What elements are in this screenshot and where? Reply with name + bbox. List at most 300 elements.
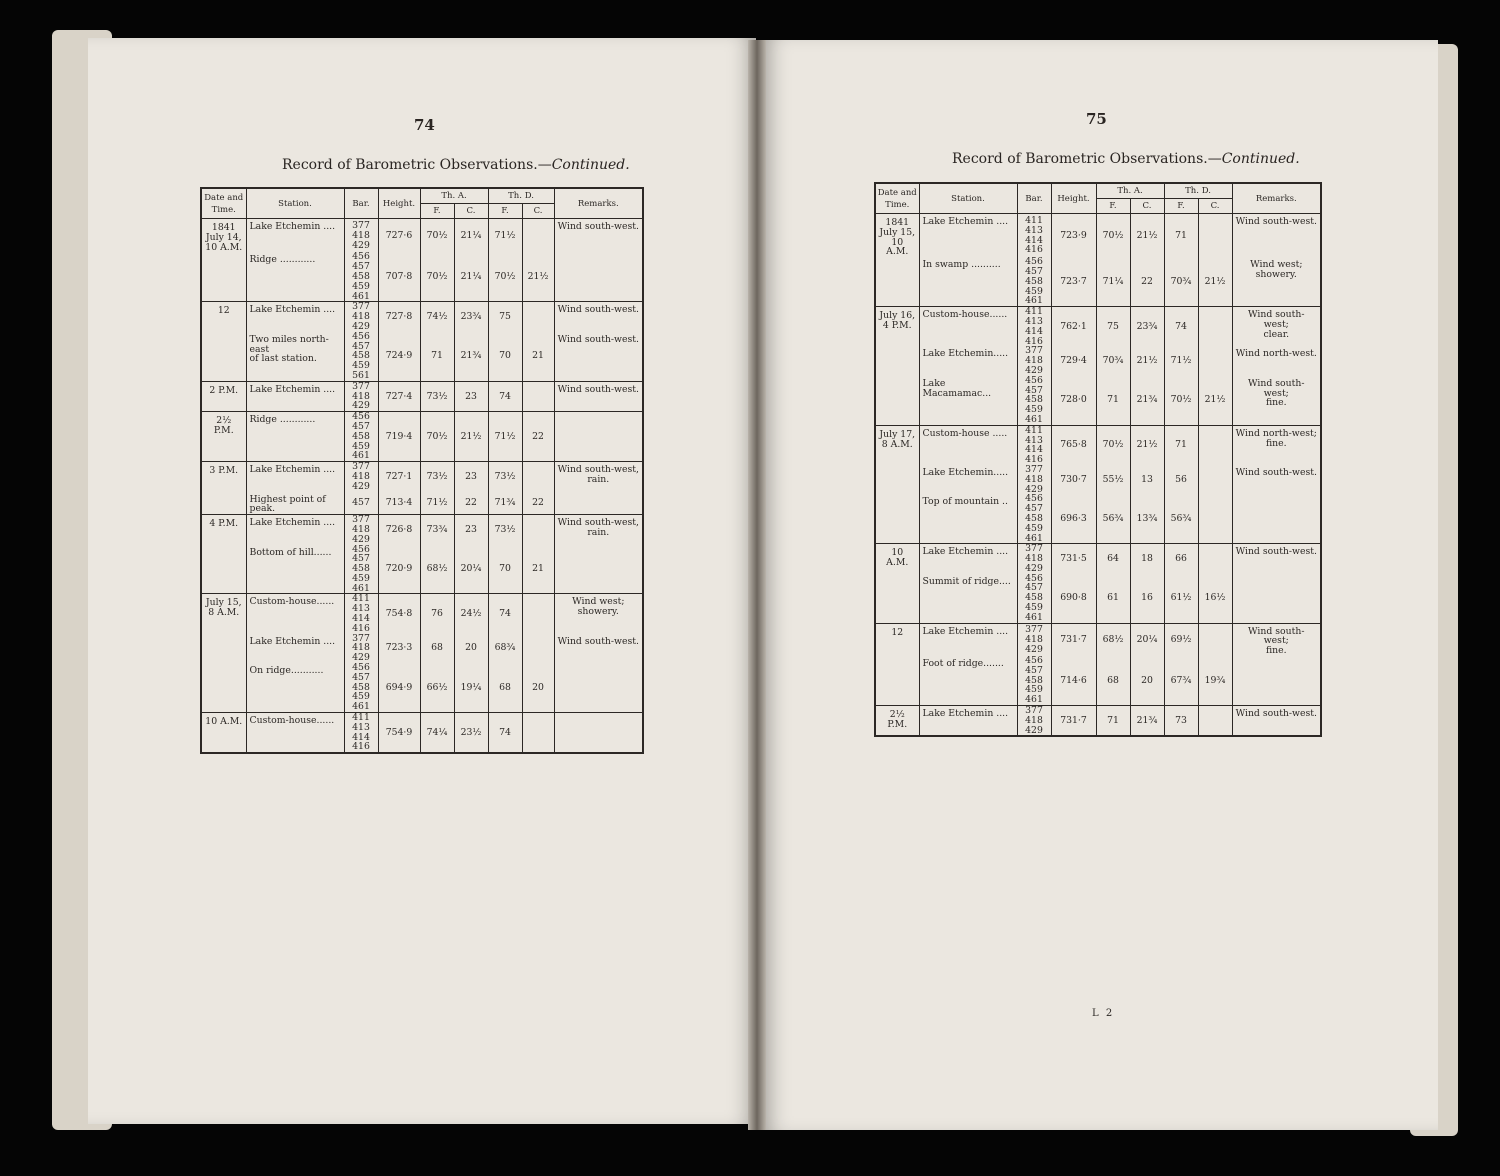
th-a-c-cell: 21½ — [1130, 346, 1164, 375]
th-a-c-cell: 23¾ — [454, 302, 488, 332]
station-cell: Highest point of peak. — [246, 492, 344, 515]
bar-cell: 377 418 429 — [1017, 465, 1051, 494]
right-page-signature: L 2 — [1092, 1008, 1115, 1019]
station-cell: Lake Etchemin .... — [246, 302, 344, 332]
table-row — [875, 465, 1321, 494]
station-cell: Lake Etchemin .... — [246, 219, 344, 253]
height-cell: 728·0 — [1051, 376, 1096, 425]
th-a-f-cell: 76 — [420, 594, 454, 634]
bar-cell: 456 457 458 459 561 — [344, 332, 378, 381]
left-observation-table — [200, 187, 644, 754]
th-d-c-cell — [522, 462, 554, 492]
bar-cell: 411 413 414 416 — [1017, 214, 1051, 258]
table-row — [875, 257, 1321, 306]
height-cell: 713·4 — [378, 492, 420, 515]
date-cell — [201, 252, 246, 301]
remarks-cell — [1232, 494, 1321, 543]
station-cell: Ridge ............ — [246, 412, 344, 462]
th-d-f-cell: 56 — [1164, 465, 1198, 494]
th-d-f-cell: 68¾ — [488, 634, 522, 663]
th-a-c-cell: 21½ — [1130, 214, 1164, 258]
header-thd-f: F. — [1164, 199, 1198, 214]
date-cell: 4 P.M. — [201, 515, 246, 545]
th-a-c-cell: 21¾ — [1130, 376, 1164, 425]
header-bar: Bar. — [1017, 183, 1051, 214]
header-station: Station. — [246, 188, 344, 219]
th-d-f-cell: 71½ — [488, 412, 522, 462]
th-d-f-cell: 73½ — [488, 462, 522, 492]
header-date: Date and Time. — [875, 183, 919, 214]
th-a-f-cell: 70½ — [420, 252, 454, 301]
date-cell — [875, 346, 919, 375]
th-d-c-cell: 21½ — [1198, 257, 1232, 306]
th-d-f-cell: 68 — [488, 663, 522, 712]
th-d-c-cell — [522, 381, 554, 411]
date-cell — [875, 257, 919, 306]
station-cell: Summit of ridge.... — [919, 574, 1017, 623]
height-cell: 723·9 — [1051, 214, 1096, 258]
th-d-c-cell — [1198, 544, 1232, 574]
header-remarks: Remarks. — [1232, 183, 1321, 214]
station-cell: Top of mountain .. — [919, 494, 1017, 543]
remarks-cell — [554, 713, 643, 754]
date-cell: 1841 July 15, 10 A.M. — [875, 214, 919, 258]
remarks-cell: Wind south-west. — [1232, 214, 1321, 258]
th-a-f-cell: 71¼ — [1096, 257, 1130, 306]
bar-cell: 456 457 458 459 461 — [344, 663, 378, 712]
th-d-c-cell: 16½ — [1198, 574, 1232, 623]
remarks-cell: Wind north-west; fine. — [1232, 425, 1321, 465]
date-cell: 3 P.M. — [201, 462, 246, 492]
station-cell: Lake Etchemin .... — [246, 515, 344, 545]
date-cell: 12 — [875, 623, 919, 656]
bar-cell: 411 413 414 416 — [344, 713, 378, 754]
table-row — [875, 656, 1321, 705]
book-gutter — [748, 40, 766, 1130]
th-a-f-cell: 68 — [1096, 656, 1130, 705]
th-a-c-cell: 20¼ — [1130, 623, 1164, 656]
date-cell — [201, 663, 246, 712]
station-cell: Lake Etchemin..... — [919, 346, 1017, 375]
height-cell: 729·4 — [1051, 346, 1096, 375]
remarks-cell: Wind south-west. — [1232, 544, 1321, 574]
th-d-c-cell: 19¾ — [1198, 656, 1232, 705]
height-cell: 723·7 — [1051, 257, 1096, 306]
th-d-c-cell — [522, 634, 554, 663]
right-page-number: 75 — [1086, 110, 1107, 128]
bar-cell: 377 418 429 — [1017, 623, 1051, 656]
th-d-f-cell: 74 — [1164, 307, 1198, 347]
height-cell: 765·8 — [1051, 425, 1096, 465]
right-heading-text: Record of Barometric Observations.— — [952, 151, 1222, 167]
th-a-c-cell: 19¼ — [454, 663, 488, 712]
date-cell: 2½ P.M. — [201, 412, 246, 462]
height-cell: 719·4 — [378, 412, 420, 462]
height-cell: 731·7 — [1051, 623, 1096, 656]
height-cell: 714·6 — [1051, 656, 1096, 705]
th-a-f-cell: 73¾ — [420, 515, 454, 545]
bar-cell: 456 457 458 459 461 — [1017, 494, 1051, 543]
th-d-c-cell — [1198, 346, 1232, 375]
height-cell: 696·3 — [1051, 494, 1096, 543]
th-d-f-cell: 71½ — [1164, 346, 1198, 375]
th-a-c-cell: 20 — [454, 634, 488, 663]
remarks-cell: Wind north-west. — [1232, 346, 1321, 375]
height-cell: 762·1 — [1051, 307, 1096, 347]
height-cell: 731·5 — [1051, 544, 1096, 574]
height-cell: 720·9 — [378, 545, 420, 594]
bar-cell: 377 418 429 — [1017, 346, 1051, 375]
remarks-cell: Wind south-west, rain. — [554, 515, 643, 545]
header-thd-c: C. — [522, 204, 554, 219]
bar-cell: 456 457 458 459 461 — [344, 545, 378, 594]
th-d-c-cell: 21½ — [1198, 376, 1232, 425]
station-cell: Lake Etchemin .... — [246, 381, 344, 411]
th-a-f-cell: 71 — [1096, 376, 1130, 425]
th-d-f-cell: 73½ — [488, 515, 522, 545]
table-row — [875, 494, 1321, 543]
bar-cell: 456 457 458 459 461 — [344, 252, 378, 301]
bar-cell: 456 457 458 459 461 — [1017, 257, 1051, 306]
date-cell: 2½ P.M. — [875, 706, 919, 737]
table-row — [201, 302, 643, 332]
th-a-c-cell: 21¾ — [454, 332, 488, 381]
remarks-cell — [554, 545, 643, 594]
height-cell: 754·8 — [378, 594, 420, 634]
th-d-f-cell: 67¾ — [1164, 656, 1198, 705]
th-d-f-cell: 75 — [488, 302, 522, 332]
station-cell: Lake Etchemin .... — [246, 462, 344, 492]
table-row — [201, 545, 643, 594]
th-a-c-cell: 13 — [1130, 465, 1164, 494]
header-tha-c: C. — [1130, 199, 1164, 214]
th-a-c-cell: 22 — [454, 492, 488, 515]
remarks-cell: Wind south-west. — [554, 634, 643, 663]
bar-cell: 457 — [344, 492, 378, 515]
height-cell: 731·7 — [1051, 706, 1096, 737]
th-d-c-cell — [522, 302, 554, 332]
th-d-f-cell: 71 — [1164, 425, 1198, 465]
th-d-f-cell: 71¾ — [488, 492, 522, 515]
station-cell: Custom-house...... — [919, 307, 1017, 347]
th-a-f-cell: 71 — [420, 332, 454, 381]
remarks-cell — [554, 252, 643, 301]
header-remarks: Remarks. — [554, 188, 643, 219]
th-d-f-cell: 71½ — [488, 219, 522, 253]
th-a-f-cell: 61 — [1096, 574, 1130, 623]
header-th-d: Th. D. — [488, 188, 554, 204]
station-cell: Bottom of hill...... — [246, 545, 344, 594]
date-cell: 2 P.M. — [201, 381, 246, 411]
th-a-c-cell: 21½ — [1130, 425, 1164, 465]
date-cell: July 16, 4 P.M. — [875, 307, 919, 347]
remarks-cell — [554, 412, 643, 462]
remarks-cell: Wind south-west. — [554, 332, 643, 381]
th-a-c-cell: 24½ — [454, 594, 488, 634]
station-cell: Lake Etchemin .... — [919, 214, 1017, 258]
bar-cell: 411 413 414 416 — [344, 594, 378, 634]
table-row — [201, 332, 643, 381]
bar-cell: 456 457 458 459 461 — [344, 412, 378, 462]
bar-cell: 411 413 414 416 — [1017, 307, 1051, 347]
th-d-c-cell — [1198, 465, 1232, 494]
th-d-f-cell: 70 — [488, 545, 522, 594]
table-row — [875, 214, 1321, 258]
th-d-f-cell: 70¾ — [1164, 257, 1198, 306]
header-th-a: Th. A. — [420, 188, 488, 204]
th-d-f-cell: 66 — [1164, 544, 1198, 574]
table-row — [875, 346, 1321, 375]
date-cell: 1841 July 14, 10 A.M. — [201, 219, 246, 253]
remarks-cell — [554, 492, 643, 515]
date-cell — [201, 634, 246, 663]
header-tha-f: F. — [1096, 199, 1130, 214]
height-cell: 690·8 — [1051, 574, 1096, 623]
th-d-c-cell — [1198, 494, 1232, 543]
remarks-cell — [1232, 574, 1321, 623]
right-heading-italic: Continued. — [1221, 151, 1300, 167]
remarks-cell: Wind south-west; fine. — [1232, 376, 1321, 425]
th-d-c-cell — [522, 219, 554, 253]
station-cell: In swamp .......... — [919, 257, 1017, 306]
table-row — [875, 574, 1321, 623]
remarks-cell: Wind south-west. — [554, 219, 643, 253]
table-row — [875, 706, 1321, 737]
date-cell — [201, 545, 246, 594]
right-observation-table — [874, 182, 1322, 737]
station-cell: Lake Etchemin .... — [919, 544, 1017, 574]
th-d-f-cell: 74 — [488, 381, 522, 411]
station-cell: On ridge........... — [246, 663, 344, 712]
table-row — [875, 376, 1321, 425]
remarks-cell: Wind south-west; fine. — [1232, 623, 1321, 656]
date-cell — [201, 332, 246, 381]
date-cell: 10 A.M. — [875, 544, 919, 574]
bar-cell: 377 418 429 — [1017, 706, 1051, 737]
date-cell — [875, 376, 919, 425]
table-row — [201, 515, 643, 545]
th-a-f-cell: 68 — [420, 634, 454, 663]
th-d-c-cell: 22 — [522, 412, 554, 462]
th-a-f-cell: 66½ — [420, 663, 454, 712]
station-cell: Custom-house...... — [246, 594, 344, 634]
date-cell: 10 A.M. — [201, 713, 246, 754]
station-cell: Foot of ridge....... — [919, 656, 1017, 705]
remarks-cell — [554, 663, 643, 712]
bar-cell: 456 457 458 459 461 — [1017, 574, 1051, 623]
th-d-c-cell — [522, 713, 554, 754]
th-a-c-cell: 20 — [1130, 656, 1164, 705]
table-row — [201, 713, 643, 754]
th-a-f-cell: 75 — [1096, 307, 1130, 347]
th-d-c-cell — [522, 594, 554, 634]
station-cell: Lake Etchemin .... — [919, 623, 1017, 656]
remarks-cell: Wind south-west. — [1232, 465, 1321, 494]
remarks-cell: Wind west; showery. — [1232, 257, 1321, 306]
height-cell: 707·8 — [378, 252, 420, 301]
th-d-f-cell: 70½ — [1164, 376, 1198, 425]
table-row — [875, 544, 1321, 574]
header-height: Height. — [1051, 183, 1096, 214]
table-row — [201, 492, 643, 515]
th-a-f-cell: 64 — [1096, 544, 1130, 574]
th-a-f-cell: 73½ — [420, 381, 454, 411]
th-a-f-cell: 71½ — [420, 492, 454, 515]
th-a-c-cell: 16 — [1130, 574, 1164, 623]
bar-cell: 456 457 458 459 461 — [1017, 376, 1051, 425]
th-a-c-cell: 21¼ — [454, 219, 488, 253]
height-cell: 723·3 — [378, 634, 420, 663]
th-d-f-cell: 71 — [1164, 214, 1198, 258]
right-page-heading — [952, 151, 1300, 167]
th-d-f-cell: 70½ — [488, 252, 522, 301]
header-tha-f: F. — [420, 204, 454, 219]
remarks-cell: Wind south-west. — [1232, 706, 1321, 737]
bar-cell: 411 413 414 416 — [1017, 425, 1051, 465]
header-station: Station. — [919, 183, 1017, 214]
right-table-body — [875, 214, 1321, 737]
date-cell — [875, 574, 919, 623]
remarks-cell: Wind west; showery. — [554, 594, 643, 634]
table-row — [201, 412, 643, 462]
table-row — [875, 307, 1321, 347]
th-a-c-cell: 22 — [1130, 257, 1164, 306]
date-cell: July 15, 8 A.M. — [201, 594, 246, 634]
th-a-c-cell: 23¾ — [1130, 307, 1164, 347]
header-tha-c: C. — [454, 204, 488, 219]
th-d-f-cell: 74 — [488, 594, 522, 634]
table-row — [201, 663, 643, 712]
station-cell: Two miles north-east of last station. — [246, 332, 344, 381]
th-a-c-cell: 21½ — [454, 412, 488, 462]
th-d-c-cell — [1198, 706, 1232, 737]
station-cell: Custom-house...... — [246, 713, 344, 754]
bar-cell: 377 418 429 — [344, 381, 378, 411]
header-bar: Bar. — [344, 188, 378, 219]
th-a-c-cell: 23½ — [454, 713, 488, 754]
th-a-f-cell: 70¾ — [1096, 346, 1130, 375]
left-page-heading — [282, 157, 630, 173]
th-a-f-cell: 74¼ — [420, 713, 454, 754]
date-cell — [875, 465, 919, 494]
bar-cell: 377 418 429 — [344, 515, 378, 545]
th-a-f-cell: 74½ — [420, 302, 454, 332]
th-a-c-cell: 13¾ — [1130, 494, 1164, 543]
station-cell: Custom-house ..... — [919, 425, 1017, 465]
left-heading-text: Record of Barometric Observations.— — [282, 157, 552, 173]
date-cell — [201, 492, 246, 515]
th-a-c-cell: 23 — [454, 515, 488, 545]
table-row — [875, 623, 1321, 656]
th-d-c-cell — [1198, 623, 1232, 656]
station-cell: Ridge ............ — [246, 252, 344, 301]
th-d-c-cell — [1198, 307, 1232, 347]
date-cell: 12 — [201, 302, 246, 332]
bar-cell: 377 418 429 — [344, 219, 378, 253]
date-cell — [875, 494, 919, 543]
th-a-c-cell: 21¼ — [454, 252, 488, 301]
table-row — [875, 425, 1321, 465]
header-date: Date and Time. — [201, 188, 246, 219]
header-th-d: Th. D. — [1164, 183, 1232, 199]
bar-cell: 377 418 429 — [344, 634, 378, 663]
table-row — [201, 594, 643, 634]
height-cell: 727·1 — [378, 462, 420, 492]
header-th-a: Th. A. — [1096, 183, 1164, 199]
th-d-c-cell — [1198, 425, 1232, 465]
th-d-c-cell: 21 — [522, 332, 554, 381]
remarks-cell: Wind south-west, rain. — [554, 462, 643, 492]
header-thd-c: C. — [1198, 199, 1232, 214]
th-a-c-cell: 23 — [454, 381, 488, 411]
th-a-f-cell: 70½ — [1096, 214, 1130, 258]
remarks-cell: Wind south-west. — [554, 381, 643, 411]
height-cell: 727·6 — [378, 219, 420, 253]
th-a-f-cell: 68½ — [420, 545, 454, 594]
table-row — [201, 634, 643, 663]
bar-cell: 377 418 429 — [344, 462, 378, 492]
height-cell: 694·9 — [378, 663, 420, 712]
table-row — [201, 252, 643, 301]
th-a-c-cell: 21¾ — [1130, 706, 1164, 737]
th-a-f-cell: 68½ — [1096, 623, 1130, 656]
th-d-f-cell: 69½ — [1164, 623, 1198, 656]
th-d-f-cell: 74 — [488, 713, 522, 754]
th-d-c-cell: 20 — [522, 663, 554, 712]
th-d-f-cell: 61½ — [1164, 574, 1198, 623]
table-row — [201, 219, 643, 253]
left-heading-italic: Continued. — [551, 157, 630, 173]
th-d-f-cell: 70 — [488, 332, 522, 381]
th-d-f-cell: 56¾ — [1164, 494, 1198, 543]
height-cell: 754·9 — [378, 713, 420, 754]
header-height: Height. — [378, 188, 420, 219]
remarks-cell — [1232, 656, 1321, 705]
th-a-f-cell: 73½ — [420, 462, 454, 492]
station-cell: Lake Etchemin .... — [919, 706, 1017, 737]
bar-cell: 377 418 429 — [1017, 544, 1051, 574]
table-row — [201, 462, 643, 492]
station-cell: Lake Etchemin..... — [919, 465, 1017, 494]
left-table-body — [201, 219, 643, 754]
th-d-c-cell — [522, 515, 554, 545]
th-a-f-cell: 70½ — [420, 412, 454, 462]
th-a-f-cell: 70½ — [420, 219, 454, 253]
station-cell: Lake Etchemin .... — [246, 634, 344, 663]
height-cell: 726·8 — [378, 515, 420, 545]
th-d-c-cell: 21½ — [522, 252, 554, 301]
date-cell — [875, 656, 919, 705]
th-a-f-cell: 55½ — [1096, 465, 1130, 494]
height-cell: 727·4 — [378, 381, 420, 411]
bar-cell: 377 418 429 — [344, 302, 378, 332]
height-cell: 730·7 — [1051, 465, 1096, 494]
header-thd-f: F. — [488, 204, 522, 219]
th-d-c-cell — [1198, 214, 1232, 258]
th-d-f-cell: 73 — [1164, 706, 1198, 737]
remarks-cell: Wind south-west. — [554, 302, 643, 332]
th-a-c-cell: 23 — [454, 462, 488, 492]
date-cell: July 17, 8 A.M. — [875, 425, 919, 465]
height-cell: 727·8 — [378, 302, 420, 332]
th-d-c-cell: 22 — [522, 492, 554, 515]
height-cell: 724·9 — [378, 332, 420, 381]
th-d-c-cell: 21 — [522, 545, 554, 594]
th-a-f-cell: 56¾ — [1096, 494, 1130, 543]
left-page-number: 74 — [414, 116, 435, 134]
station-cell: Lake Macamamac... — [919, 376, 1017, 425]
th-a-c-cell: 20¼ — [454, 545, 488, 594]
